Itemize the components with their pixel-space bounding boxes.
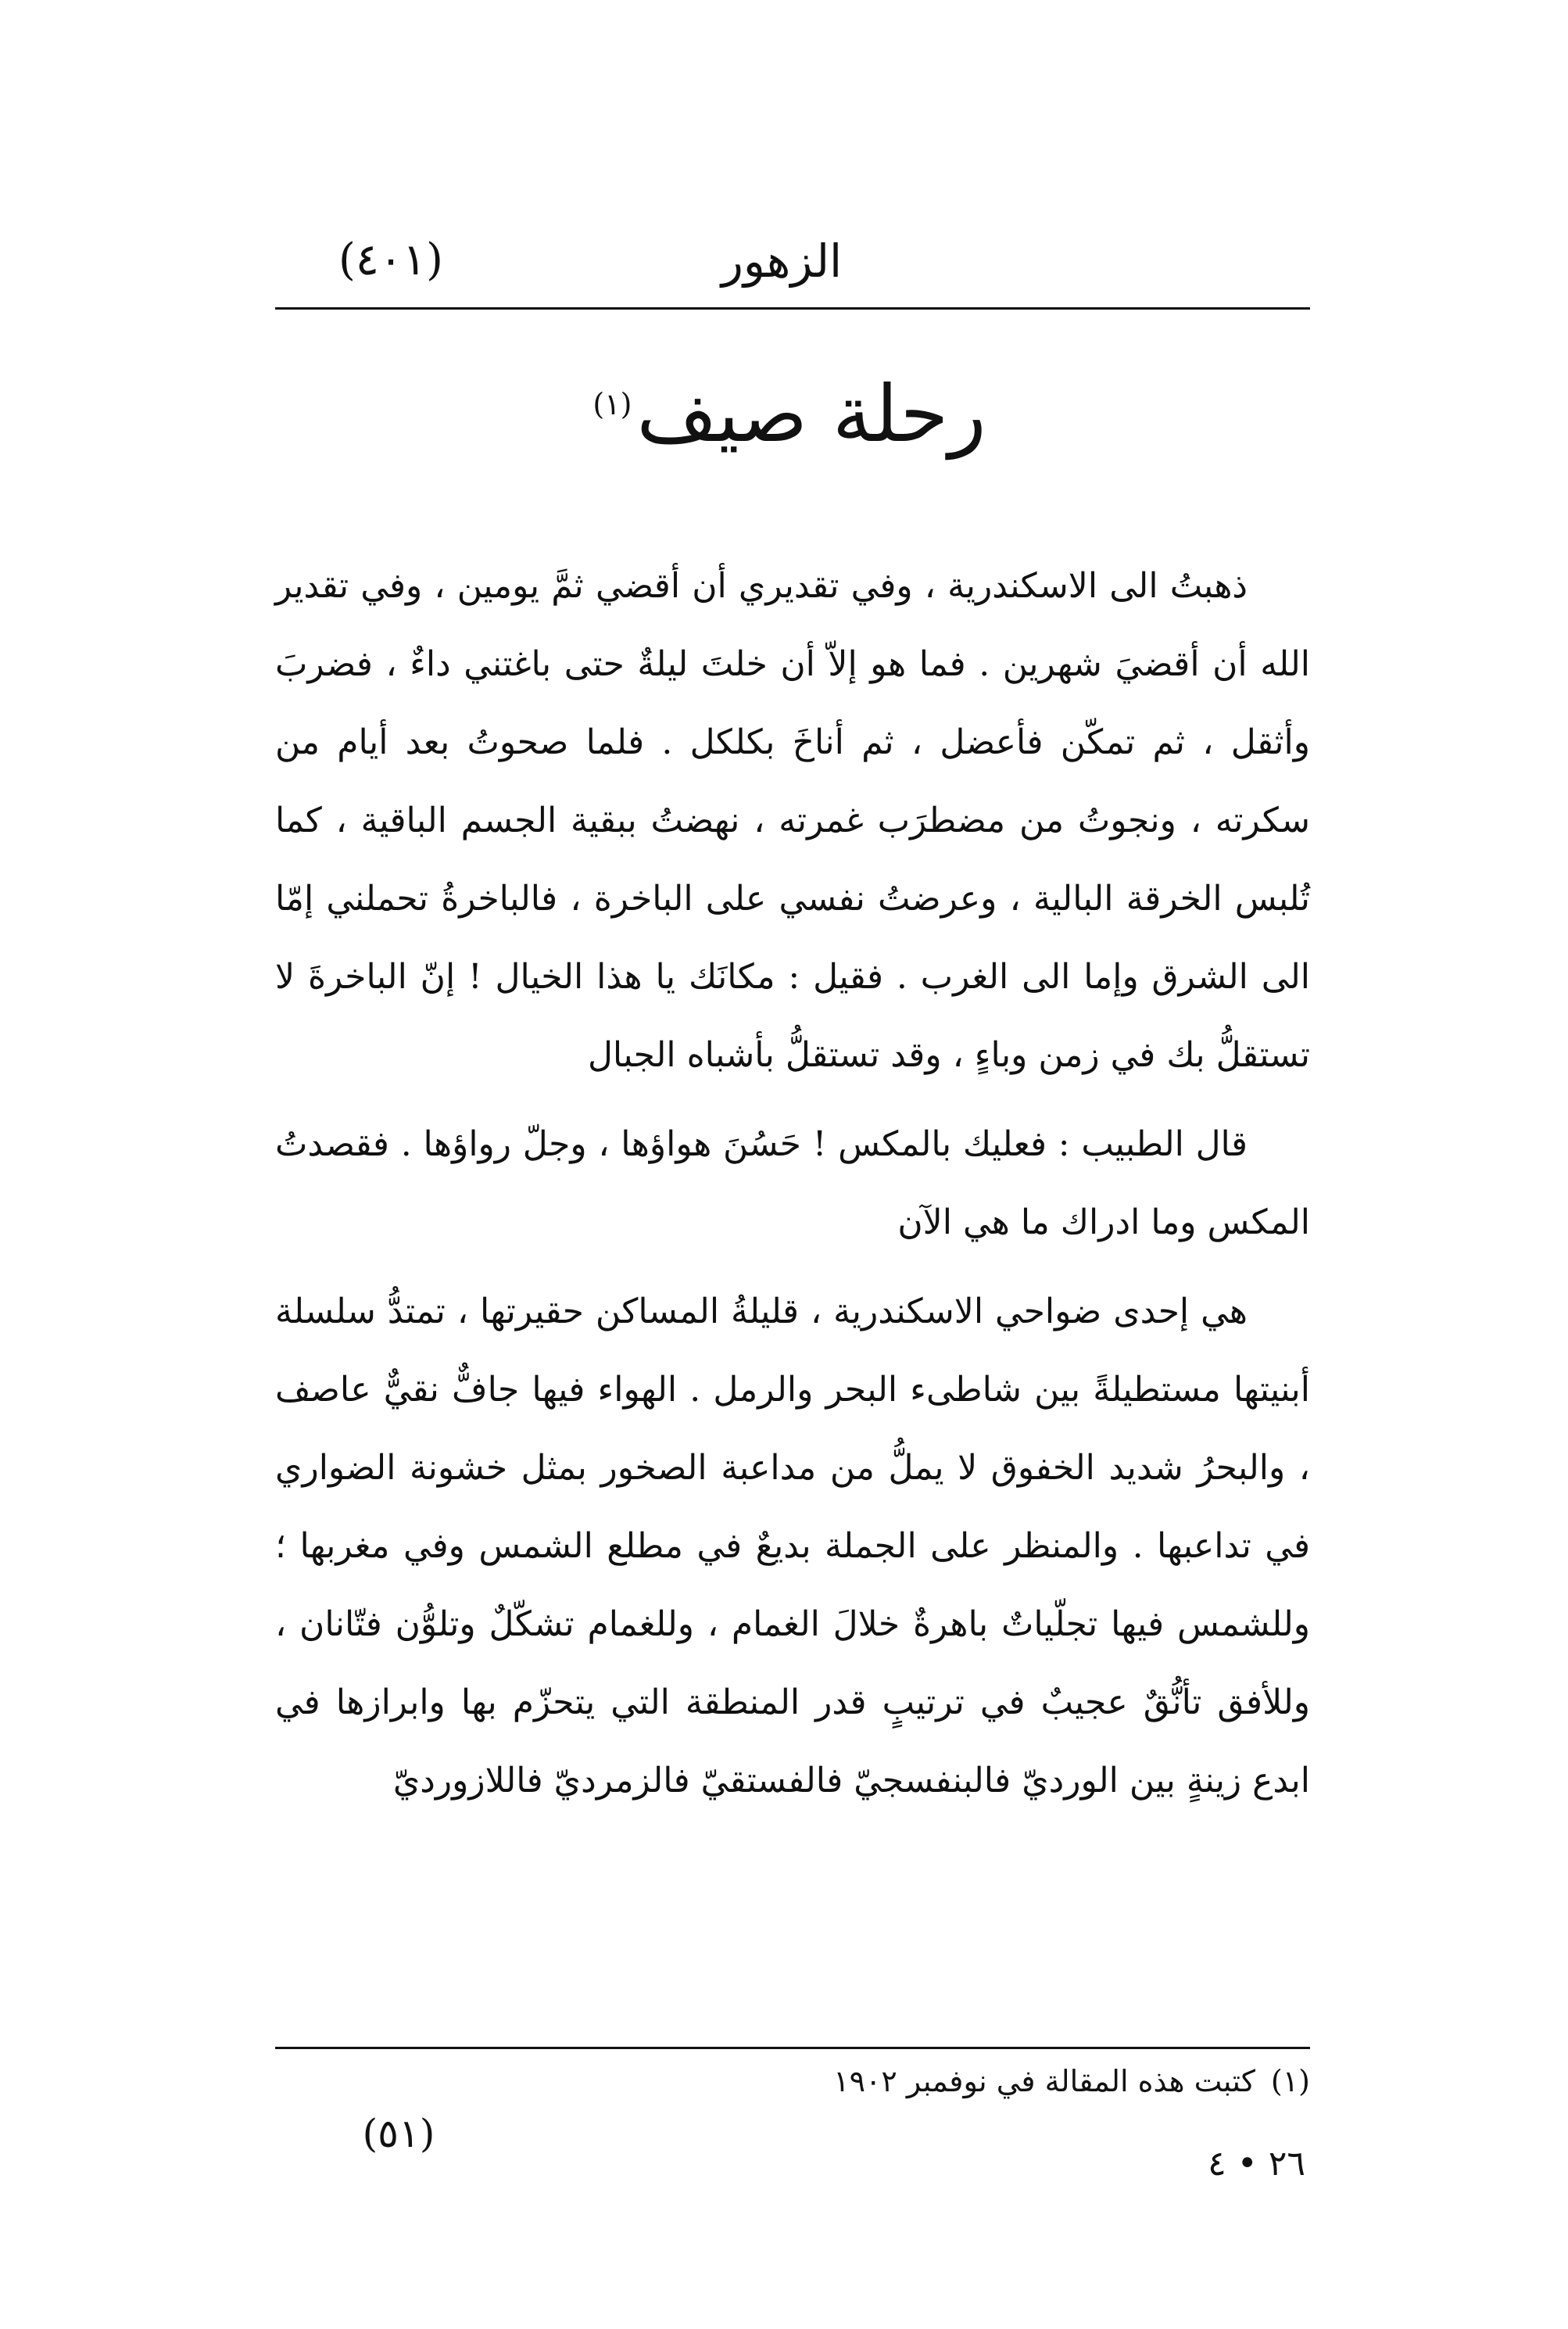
chapter-title-block [547, 367, 1032, 461]
footer-code: ٢٦ • ٤ [1208, 2144, 1305, 2184]
running-header-title: الزهور [721, 235, 843, 288]
printer-signature: (٥١) [362, 2111, 435, 2156]
chapter-footnote-mark: (١) [592, 386, 632, 421]
footnote-text: كتبت هذه المقالة في نوفمبر ١٩٠٢ [833, 2064, 1255, 2098]
header-divider [275, 307, 1310, 310]
chapter-title: رحلة صيف [636, 368, 986, 460]
paragraph-1: ذهبتُ الى الاسكندرية ، وفي تقديري أن أقضي ثمَّ يومين ، وفي تقدير الله أن أقضيَ شهرين . فما هو إلاّ أن خلتَ ليلةٌ حتى باغتني داءٌ ، فضربَ وأثقل ، ثم تمكّن فأعضل ، ثم أناخَ بكلكل . فلما صحوتُ بعد أيام من سكرته ، ونجوتُ من مضطرَب غمرته ، نهضتُ ببقية الجسم الباقية ، كما تُلبس الخرقة البالية ، وعرضتُ نفسي على الباخرة ، فالباخرةُ تحملني إمّا الى الشرق وإما الى الغرب . فقيل : مكانَك يا هذا الخيال ! إنّ الباخرةَ لا تستقلُّ بك في زمن وباءٍ ، وقد تستقلُّ بأشباه الجبال [275, 566, 1310, 1075]
body-text [275, 547, 1310, 1831]
paragraph-2: قال الطبيب : فعليك بالمكس ! حَسُنَ هواؤها ، وجلّ رواؤها . فقصدتُ المكس وما ادراك ما هي الآن [275, 1124, 1310, 1242]
footnote [625, 2058, 1310, 2105]
page-number: (٤٠١) [338, 235, 443, 285]
footnote-number: (١) [1270, 2064, 1310, 2098]
footnote-divider [275, 2047, 1310, 2049]
paragraph-3: هي إحدى ضواحي الاسكندرية ، قليلةُ المساكن حقيرتها ، تمتدُّ سلسلة أبنيتها مستطيلةً بين شاطىء البحر والرمل . الهواء فيها جافٌّ نقيٌّ عاصف ، والبحرُ شديد الخفوق لا يملُّ من مداعبة الصخور بمثل خشونة الضواري في تداعبها . والمنظر على الجملة بديعٌ في مطلع الشمس وفي مغربها ؛ وللشمس فيها تجلّياتٌ باهرةٌ خلالَ الغمام ، وللغمام تشكّلٌ وتلوُّن فتّانان ، وللأفق تأنُّقٌ عجيبٌ في ترتيبٍ قدر المنطقة التي يتحزّم بها وابرازها في ابدع زينةٍ بين الورديّ فالبنفسجيّ فالفستقيّ فالزمرديّ فاللازورديّ [275, 1292, 1311, 1800]
